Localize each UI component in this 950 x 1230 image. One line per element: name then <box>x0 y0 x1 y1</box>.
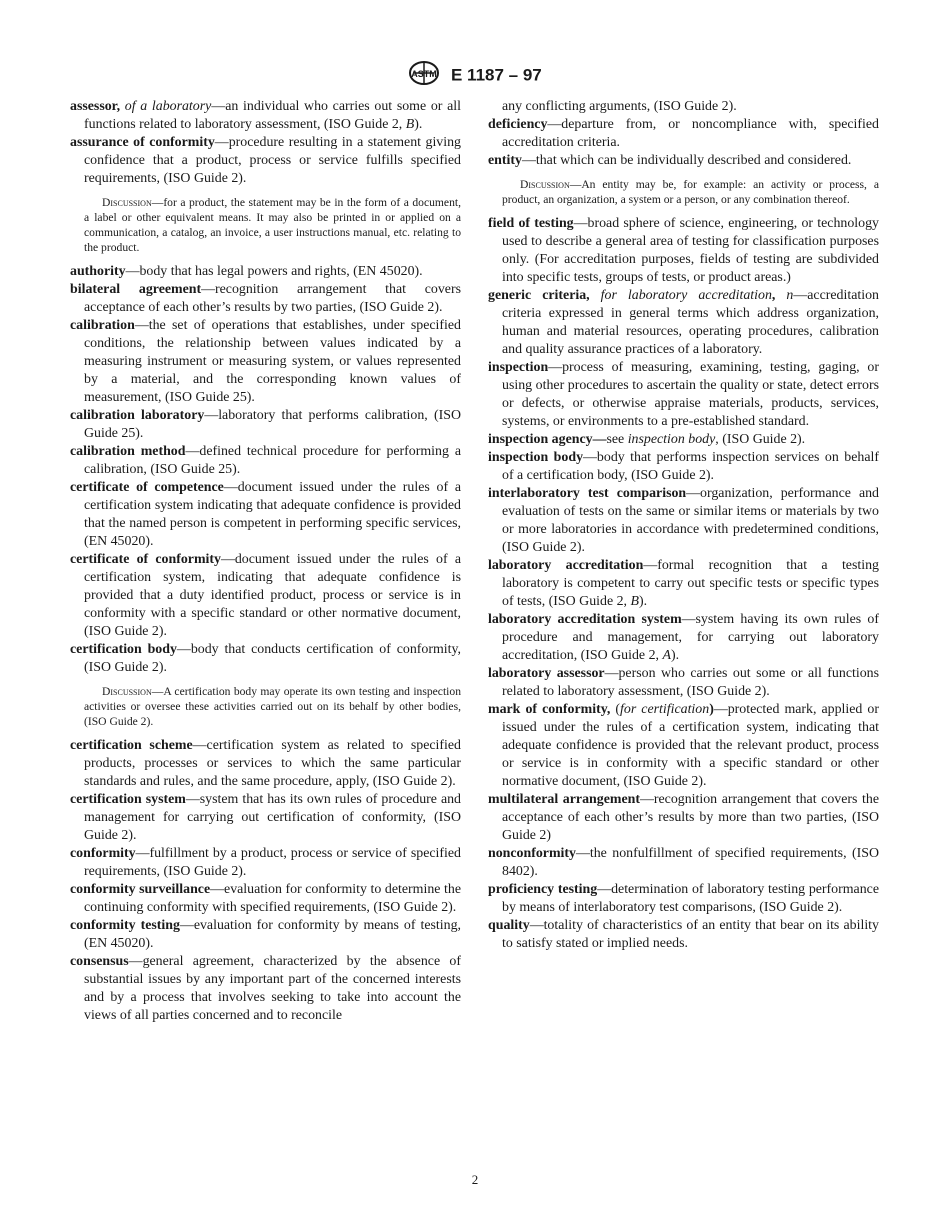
definition-term: certificate of conformity <box>70 552 221 567</box>
definition-text: —body that has legal powers and rights, (EN 45020). <box>125 264 423 279</box>
definition-entry <box>488 449 879 485</box>
definition-term: ) <box>709 702 714 717</box>
definition-entry <box>70 263 461 281</box>
definition-term: generic criteria, <box>488 288 590 303</box>
discussion-note <box>84 195 461 255</box>
definition-text: —system having its own rules of procedure and management, for carrying out laboratory accreditation, (ISO Guide 2, <box>502 612 880 663</box>
definition-term: certificate of competence <box>70 480 224 495</box>
definition-term: entity <box>488 153 522 168</box>
definition-term: mark of conformity, <box>488 702 611 717</box>
definition-text: —departure from, or noncompliance with, specified accreditation criteria. <box>502 117 879 150</box>
definition-text: —procedure resulting in a statement giving confidence that a product, process or service fulfills specified requirements, (ISO Guide 2). <box>84 135 462 186</box>
definition-term: bilateral agreement <box>70 282 202 297</box>
definition-term: assurance of conformity <box>70 135 215 150</box>
definition-text: —process of measuring, examining, testing, gaging, or using other procedures to ascertain the quality or state, detect errors or defects, or otherwise appraise materials, products, services, systems, or environments to a pre-established standard. <box>502 360 879 429</box>
definition-entry <box>70 641 461 677</box>
definition-text: —organization, performance and evaluation of tests on the same or similar items or materials by two or more laboratories in accordance with predetermined conditions, (ISO Guide 2). <box>502 486 879 555</box>
definition-text: —evaluation for conformity to determine the continuing conformity with specified requirements, (ISO Guide 2). <box>84 882 461 915</box>
discussion-label: Discussion <box>520 178 570 191</box>
definition-entry <box>488 845 879 881</box>
definition-italic: B <box>405 117 415 132</box>
definition-term: laboratory accreditation <box>488 558 644 573</box>
discussion-text: —An entity may be, for example: an activity or process, a product, an organization, a system or a person, or any combination thereof. <box>502 178 879 206</box>
definition-entry <box>488 152 879 170</box>
definition-text: —formal recognition that a testing laboratory is competent to carry out specific tests or specific types of tests, (ISO Guide 2, <box>502 558 879 609</box>
discussion-label: Discussion <box>102 685 152 698</box>
definition-text: —certification system as related to specified products, processes or services to which the same particular standards and rules, and the same procedure, apply, (ISO Guide 2). <box>84 738 461 789</box>
definition-italic: A <box>662 648 671 663</box>
definition-term: , <box>771 288 776 303</box>
discussion-text: —for a product, the statement may be in the form of a document, a label or other equivalent means. It may also be printed in or applied on a communication, a catalog, an invoice, a user instructions manual, etc. relating to the product. <box>84 196 461 254</box>
definition-term: nonconformity <box>488 846 576 861</box>
definition-text: —evaluation for conformity by means of testing, (EN 45020). <box>84 918 461 951</box>
definition-text: see <box>606 432 628 447</box>
definition-entry <box>488 287 879 359</box>
discussion-label: Discussion <box>102 196 152 209</box>
definition-entry <box>488 665 879 701</box>
definition-text: —recognition arrangement that covers the acceptance of each other’s results by more than two parties, (ISO Guide 2) <box>502 792 879 843</box>
definition-entry <box>70 845 461 881</box>
definition-term: certification system <box>70 792 186 807</box>
definition-entry <box>488 701 879 791</box>
definition-term: conformity testing <box>70 918 180 933</box>
definition-text: —protected mark, applied or issued under the rules of a certification system, indicating that adequate confidence is provided that the relevant product, process or service is in conformity with a specific standard or other normative document, (ISO Guide 2). <box>502 702 879 789</box>
definition-text: —an individual who carries out some or all functions related to laboratory assessment, (ISO Guide 2, <box>84 99 461 132</box>
definition-text: —recognition arrangement that covers acceptance of each other’s results by two parties, (ISO Guide 2). <box>84 282 461 315</box>
definition-italic: B <box>630 594 639 609</box>
definition-entry <box>70 917 461 953</box>
definition-entry <box>70 737 461 791</box>
discussion-note <box>84 684 461 729</box>
definition-term: assessor, <box>70 99 121 114</box>
definition-text: —the set of operations that establishes, under specified conditions, the relationship between values indicated by a measuring instrument or measuring system, or values represented by a material, and the corresponding known values of measurement, (ISO Guide 25). <box>84 318 461 405</box>
definition-entry <box>488 791 879 845</box>
left-column <box>70 98 461 1025</box>
definition-text: ). <box>638 594 648 609</box>
definition-entry <box>70 134 461 188</box>
definition-entry <box>70 551 461 641</box>
definition-text: —totality of characteristics of an entity that bear on its ability to satisfy stated or implied needs. <box>502 918 879 951</box>
definition-term: calibration laboratory <box>70 408 205 423</box>
definition-entry <box>70 443 461 479</box>
definition-text: —fulfillment by a product, process or service of specified requirements, (ISO Guide 2). <box>84 846 461 879</box>
definition-text: ). <box>414 117 423 132</box>
definition-entry <box>70 407 461 443</box>
definition-entry <box>488 485 879 557</box>
designation: E 1187 – 97 <box>450 65 542 85</box>
definition-term: consensus <box>70 954 129 969</box>
definition-text: , (ISO Guide 2). <box>715 432 806 447</box>
definition-entry <box>70 791 461 845</box>
definition-entry <box>488 359 879 431</box>
definition-text: —laboratory that performs calibration, (ISO Guide 25). <box>84 408 461 441</box>
definition-entry <box>70 953 461 1025</box>
definition-entry <box>488 431 879 449</box>
definition-continued <box>488 98 879 116</box>
definition-entry <box>488 917 879 953</box>
definition-term: interlaboratory test comparison <box>488 486 687 501</box>
definition-term: conformity <box>70 846 136 861</box>
definition-term: certification body <box>70 642 177 657</box>
page-number: 2 <box>471 1172 479 1187</box>
definition-term: proficiency testing <box>488 882 598 897</box>
definition-term: laboratory accreditation system <box>488 612 682 627</box>
definition-entry <box>70 881 461 917</box>
definition-term: laboratory assessor <box>488 666 605 681</box>
definition-entry <box>488 611 879 665</box>
definition-text: —document issued under the rules of a certification system, indicating that adequate confidence is provided that a duty identified product, process or service is in conformity with a specific standard or other normative document, (ISO Guide 2). <box>84 552 461 639</box>
definition-text: —system that has its own rules of procedure and management for carrying out certification of conformity, (ISO Guide 2). <box>84 792 462 843</box>
discussion-note <box>502 177 879 207</box>
definition-term: deficiency <box>488 117 548 132</box>
definition-text: ( <box>610 702 621 717</box>
page-header <box>0 60 950 91</box>
definition-text: ). <box>670 648 680 663</box>
definition-entry <box>488 215 879 287</box>
definition-entry <box>488 557 879 611</box>
definition-italic: inspection body <box>627 432 716 447</box>
svg-text:ASTM: ASTM <box>411 69 437 79</box>
right-column <box>488 98 879 953</box>
definition-text: —person who carries out some or all functions related to laboratory assessment, (ISO Guide 2). <box>502 666 879 699</box>
definition-text: —the nonfulfillment of specified requirements, (ISO 8402). <box>502 846 879 879</box>
definition-entry <box>488 116 879 152</box>
definition-entry <box>70 98 461 134</box>
definition-text: —body that conducts certification of conformity, (ISO Guide 2). <box>84 642 461 675</box>
definition-text: —broad sphere of science, engineering, or technology used to describe a general area of testing for classification purposes only. (For accreditation purposes, fields of testing are subdivided into specific tests, groups of tests, or product areas.) <box>502 216 880 285</box>
discussion-text: —A certification body may operate its own testing and inspection activities or oversee these activities carried out on its behalf by other bodies, (ISO Guide 2). <box>84 685 461 728</box>
definition-text: —determination of laboratory testing performance by means of interlaboratory test comparisons, (ISO Guide 2). <box>502 882 879 915</box>
definition-term: certification scheme <box>70 738 193 753</box>
definition-entry <box>70 317 461 407</box>
definition-term: field of testing <box>488 216 574 231</box>
definition-text: —defined technical procedure for performing a calibration, (ISO Guide 25). <box>84 444 461 477</box>
term-qualifier: n <box>775 288 794 303</box>
definition-term: authority <box>70 264 126 279</box>
definition-term: calibration <box>70 318 135 333</box>
definition-term: inspection <box>488 360 549 375</box>
astm-logo-icon <box>408 60 440 91</box>
definition-text: —document issued under the rules of a certification system indicating that adequate confidence is provided that the named person is competent in performing specific services, (EN 45020). <box>84 480 461 549</box>
term-qualifier: of a laboratory <box>120 99 212 114</box>
definition-term: multilateral arrangement <box>488 792 640 807</box>
definition-text: —general agreement, characterized by the absence of substantial issues by any important part of the concerned interests and by a process that involves seeking to take into account the views of all parties concerned and to reconcile <box>84 954 461 1023</box>
definition-term: quality <box>488 918 530 933</box>
definition-entry <box>70 281 461 317</box>
definition-term: inspection agency— <box>488 432 607 447</box>
definition-italic: for certification <box>620 702 710 717</box>
term-qualifier: for laboratory accreditation <box>589 288 772 303</box>
definition-text: any conflicting arguments, (ISO Guide 2). <box>502 99 737 114</box>
definition-entry <box>488 881 879 917</box>
definition-entry <box>70 479 461 551</box>
definition-text: —body that performs inspection services on behalf of a certification body, (ISO Guide 2). <box>502 450 879 483</box>
definition-term: conformity surveillance <box>70 882 211 897</box>
definition-term: inspection body <box>488 450 584 465</box>
definition-term: calibration method <box>70 444 186 459</box>
definition-text: —accreditation criteria expressed in general terms which address organization, human and material resources, operating procedures, calibration and quality assurance practices of a laboratory. <box>502 288 879 357</box>
definition-text: —that which can be individually described and considered. <box>521 153 852 168</box>
